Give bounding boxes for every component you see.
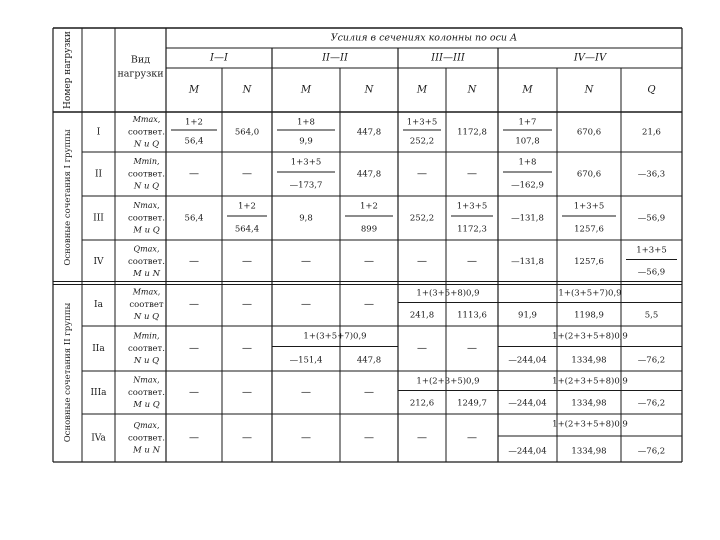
- cell-value: —: [301, 387, 311, 398]
- combination-formula: 1+3+5: [406, 117, 438, 128]
- cell-value: —36,3: [637, 169, 666, 180]
- load-type-text: M и Q: [133, 225, 160, 236]
- load-type-text: соответ: [129, 300, 164, 310]
- load-type-text: Mmax,: [132, 115, 161, 124]
- cell-value: —131,8: [511, 213, 544, 224]
- cell-value: —244,04: [508, 355, 547, 366]
- cell-value: —244,04: [508, 398, 547, 409]
- section-header: II—II: [322, 52, 348, 64]
- load-type-text: Qmax,: [133, 244, 160, 254]
- cell-value: 1198,9: [574, 310, 604, 321]
- cell-value: —: [467, 256, 477, 267]
- combination-formula: 1+3+5: [456, 201, 488, 212]
- cell-value: —: [364, 432, 374, 444]
- load-type-text: N и Q: [133, 139, 160, 150]
- cell-value: —: [364, 256, 374, 267]
- cell-value: 252,2: [409, 213, 435, 224]
- cell-value: —151,4: [289, 355, 323, 366]
- load-type-text: Mmin,: [133, 157, 160, 166]
- cell-value: —131,8: [511, 257, 544, 267]
- cell-value: —: [242, 432, 252, 444]
- combination-formula: 1+(3+5+7)0,9: [558, 288, 622, 299]
- cell-value: —: [467, 168, 477, 180]
- row-number: IVa: [91, 433, 106, 444]
- row-number: I: [96, 127, 101, 138]
- cell-value: —: [467, 432, 477, 444]
- row-number: III: [93, 213, 104, 224]
- cell-value: 1334,98: [571, 446, 607, 457]
- cell-value: —: [364, 299, 374, 310]
- cell-value: 1172,3: [457, 224, 487, 235]
- cell-value: 9,9: [299, 136, 313, 147]
- cell-value: —: [301, 256, 311, 267]
- cell-value: —: [189, 343, 199, 354]
- load-type-text: соответ.: [128, 388, 165, 398]
- cell-value: 212,6: [409, 398, 435, 409]
- cell-value: 670,6: [576, 127, 602, 138]
- cell-value: —: [242, 387, 252, 398]
- cell-value: —244,04: [508, 446, 547, 457]
- cell-value: —162,9: [511, 180, 544, 191]
- column-header: M: [188, 84, 200, 96]
- combination-formula: 1+8: [297, 117, 315, 128]
- group-label: Основные сочетания I группы: [63, 129, 73, 266]
- cell-value: 56,4: [184, 213, 204, 224]
- combination-formula: 1+(2+3+5+8)0,9: [552, 419, 628, 430]
- cell-value: —: [417, 432, 427, 444]
- column-header: N: [467, 84, 477, 96]
- combination-formula: 1+3+5: [636, 245, 667, 256]
- row-number: IV: [93, 257, 104, 267]
- cell-value: 91,9: [518, 310, 537, 321]
- combination-formula: 1+(2+3+5+8)0,9: [552, 376, 628, 387]
- load-type-text: соответ.: [128, 344, 165, 354]
- row-number-header: Номер нагрузки: [63, 31, 73, 109]
- load-type-header: Вид: [130, 54, 151, 66]
- cell-value: —: [189, 256, 199, 267]
- cell-value: 447,8: [356, 169, 382, 180]
- combination-formula: 1+2: [238, 201, 256, 212]
- load-type-text: Qmax,: [133, 421, 160, 430]
- column-header: N: [584, 84, 594, 96]
- cell-value: —: [301, 299, 311, 310]
- cell-value: 9,8: [299, 213, 313, 224]
- row-number: Ia: [94, 300, 103, 310]
- combination-formula: 1+7: [518, 117, 537, 128]
- cell-value: —173,7: [289, 180, 323, 191]
- cell-value: 1334,98: [571, 398, 607, 409]
- cell-value: 107,8: [515, 136, 540, 147]
- load-type-text: M и N: [132, 445, 161, 456]
- cell-value: —76,2: [637, 446, 666, 457]
- combination-formula: 1+(2+3+5+8)0,9: [552, 331, 628, 342]
- cell-value: —: [189, 168, 199, 180]
- load-type-text: Nmax,: [133, 375, 160, 385]
- cell-value: 1257,6: [574, 224, 604, 235]
- load-type-header: нагрузки: [117, 68, 164, 80]
- load-type-text: N и Q: [133, 181, 160, 192]
- group-label: Основные сочетания II группы: [63, 302, 73, 443]
- cell-value: —: [242, 168, 252, 180]
- cell-value: 447,8: [356, 127, 382, 138]
- load-type-text: N и Q: [133, 312, 160, 322]
- cell-value: —56,9: [637, 267, 666, 278]
- forces-header: Усилия в сечениях колонны по оси А: [330, 32, 518, 44]
- cell-value: —: [242, 343, 252, 354]
- cell-value: —76,2: [637, 355, 666, 366]
- cell-value: —: [417, 343, 427, 354]
- row-number: II: [94, 169, 103, 180]
- column-header: Q: [647, 84, 656, 96]
- cell-value: 1334,98: [571, 355, 607, 366]
- combination-formula: 1+2: [185, 117, 203, 128]
- column-header: M: [300, 84, 312, 96]
- column-header: M: [522, 84, 533, 96]
- row-number: IIa: [92, 344, 105, 354]
- cell-value: 21,6: [642, 127, 661, 138]
- section-header: III—III: [431, 52, 465, 64]
- load-type-text: Mmax,: [132, 287, 161, 297]
- combination-formula: 1+3+5: [573, 201, 605, 212]
- column-header: M: [416, 84, 428, 96]
- cell-value: 5,5: [644, 310, 659, 321]
- combination-formula: 1+(3+5+8)0,9: [416, 288, 480, 299]
- load-type-text: соответ.: [128, 433, 165, 444]
- combination-formula: 1+(2+3+5)0,9: [416, 376, 480, 387]
- combination-formula: 1+(3+5+7)0,9: [303, 331, 367, 342]
- load-type-text: соответ.: [128, 257, 165, 267]
- combination-formula: 1+3+5: [290, 157, 322, 168]
- combination-formula: 1+2: [360, 201, 378, 212]
- cell-value: 241,8: [409, 310, 435, 321]
- load-type-text: Mmin,: [133, 331, 160, 341]
- section-header: I—I: [210, 52, 228, 64]
- load-type-text: соответ.: [128, 213, 165, 224]
- cell-value: —: [189, 387, 199, 398]
- cell-value: 1113,6: [457, 310, 487, 321]
- cell-value: 252,2: [409, 136, 435, 147]
- cell-value: 1257,6: [574, 257, 604, 267]
- load-type-text: соответ.: [128, 127, 165, 138]
- cell-value: 56,4: [184, 136, 204, 147]
- cell-value: —: [417, 256, 427, 267]
- load-type-text: соответ.: [128, 169, 165, 180]
- cell-value: 899: [360, 224, 378, 235]
- load-type-text: Nmax,: [133, 201, 160, 210]
- cell-value: 1172,8: [457, 127, 487, 138]
- cell-value: —: [242, 256, 252, 267]
- cell-value: —: [189, 432, 199, 444]
- column-header: N: [364, 84, 374, 96]
- cell-value: —: [242, 299, 252, 310]
- cell-value: —: [467, 343, 477, 354]
- cell-value: 670,6: [576, 169, 602, 180]
- cell-value: —: [301, 432, 311, 444]
- cell-value: 1249,7: [457, 398, 487, 409]
- load-type-text: N и Q: [133, 356, 160, 366]
- row-number: IIIa: [90, 388, 107, 398]
- load-type-text: M и Q: [133, 400, 160, 410]
- cell-value: —: [364, 387, 374, 398]
- load-type-text: M и N: [132, 269, 161, 279]
- cell-value: —56,9: [637, 213, 666, 224]
- cell-value: 564,4: [234, 224, 260, 235]
- cell-value: —76,2: [637, 398, 666, 409]
- column-header: N: [242, 84, 252, 96]
- section-header: IV—IV: [573, 52, 607, 64]
- cell-value: —: [189, 299, 199, 310]
- cell-value: 564,0: [234, 127, 260, 138]
- cell-value: —: [417, 168, 427, 180]
- cell-value: 447,8: [356, 355, 382, 366]
- combination-formula: 1+8: [518, 157, 537, 168]
